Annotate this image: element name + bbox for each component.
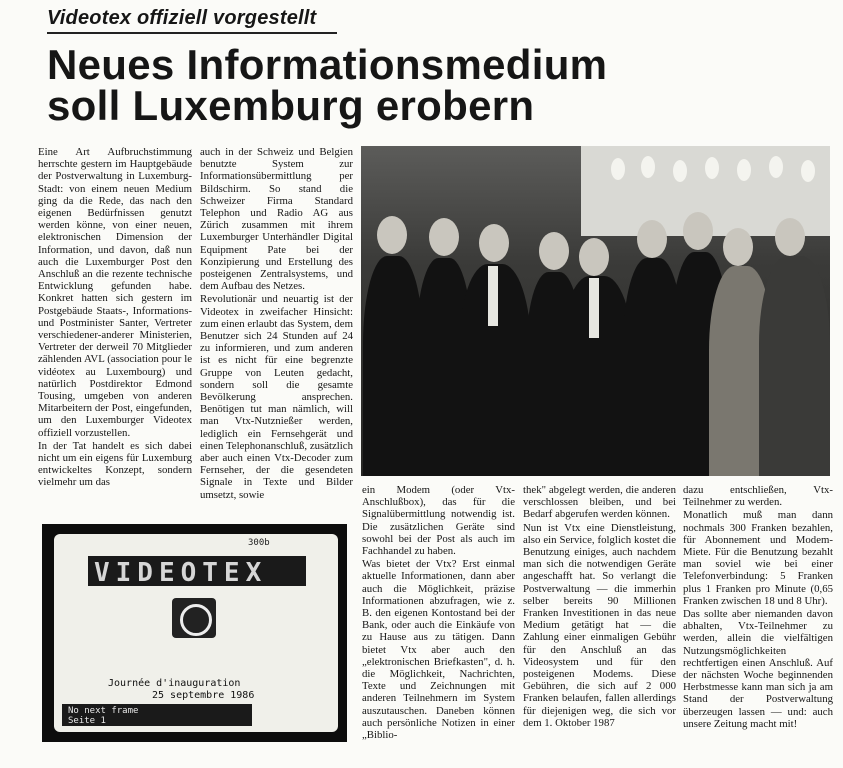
photo-person-head	[479, 224, 509, 262]
photo-person-head	[377, 216, 407, 254]
photo-wall-light	[641, 156, 655, 178]
paragraph: thek" abgelegt werden, die anderen verschlossen bleiben, und bei Bedarf abgerufen werden können.	[523, 484, 676, 521]
article-column-5	[683, 484, 833, 730]
videotex-status-line-1: No next frame	[68, 706, 139, 716]
article-column-1	[38, 146, 192, 489]
post-horn-logo-icon	[172, 598, 216, 638]
headline	[47, 41, 807, 129]
photo-wall-light	[801, 160, 815, 182]
photo-wall-light	[769, 156, 783, 178]
videotex-baud-rate: 300b	[248, 538, 270, 548]
paragraph: ein Modem (oder Vtx-Anschlußbox), das für die Signalübermittlung notwendig ist. Die zusätzlichen Geräte sind sowohl bei der Post als auch im Fachhandel zu haben.	[362, 484, 515, 558]
paragraph: Was bietet der Vtx? Erst einmal aktuelle Informationen, dann aber auch die Möglichkeit, präzise Informationen abzufragen, wie z. B. den eigenen Kontostand bei der Bank, oder auch die Einkäufe von zu Hause aus zu tätigen. Dann bietet Vtx aber auch den „elektronischen Briefkasten", d. h. die Möglichkeit, Nachrichten, Texte und Zeichnungen mit anderen Teilnehmern im System auszutauschen. Daneben können auch persönliche Notizen in einer „Biblio-	[362, 558, 515, 742]
paragraph: Revolutionär und neuartig ist der Videotex in zweifacher Hinsicht: zum einen erlaubt das System, dem Benutzer sich 24 Stunden auf 24 zu informieren, und zum anderen ist es nicht für eine begrenzte Gruppe von Leuten gedacht, sondern soll die gesamte Bevölkerung ansprechen. Benötigen tut man nämlich, will man Vtx-Nutznießer werden, lediglich ein Fernsehgerät und einen Telephonanschluß, zusätzlich aber auch einen Vtx-Decoder zum Fernseher, der die gesendeten Signale in Texte und Bilder umsetzt, sowie	[200, 293, 353, 501]
paragraph: dazu entschließen, Vtx-Teilnehmer zu werden.	[683, 484, 833, 509]
kicker: Videotex offiziell vorgestellt	[47, 7, 337, 34]
article-column-3	[362, 484, 515, 741]
paragraph: Nun ist Vtx eine Dienstleistung, also ein Service, folglich kostet die Benutzung einiges, auch nachdem man sich die notwendigen Geräte angeschafft hat. So verlangt die Postverwaltung — die immerhin selber bereits 90 Millionen Franken Investitionen in das neue Medium getätigt hat — die Zahlung einer einmaligen Gebühr für den Anschluß an das Videosystem und für den posteigenen Modems. Diese Gebühren, die sich auf 2 000 Franken belaufen, fallen allerdings für diejenigen weg, die sich vor dem 1. Oktober 1987	[523, 521, 676, 729]
photo-wall-light	[737, 159, 751, 181]
group-photo	[361, 146, 830, 476]
photo-wall-light	[611, 158, 625, 180]
videotex-title: VIDEOTEX	[94, 558, 268, 588]
paragraph: Das sollte aber niemanden davon abhalten, Vtx-Teilnehmer zu werden, allein die vielfältigen Nutzungsmöglichkeiten rechtfertigen einen Anschluß. Auf der nächsten Woche beginnenden Herbstmesse kann man sich ja am Stand der Postverwaltung überzeugen lassen — und: auch unsere Zeitung macht mit!	[683, 608, 833, 730]
photo-person	[759, 256, 830, 476]
paragraph: Monatlich muß man dann nochmals 300 Franken bezahlen, für Abonnement und Modem-Miete. Für die Benutzung bezahlt man soviel wie bei einer Telefonverbindung: 5 Franken plus 1 Franken pro Minute (0,65 Franken zwischen 18 und 8 Uhr).	[683, 509, 833, 607]
photo-person-shirt	[589, 278, 599, 338]
photo-wall-light	[673, 160, 687, 182]
article-column-2	[200, 146, 353, 501]
videotex-inauguration-text: Journée d'inauguration	[108, 678, 241, 689]
paragraph: auch in der Schweiz und Belgien benutzte System zur Informationsübermittlung per Bildschirm. So stand die Schweizer Firma Standard Telephon und Radio AG aus Zürich zusammen mit ihrem Luxemburger Unterhändler Digital Equipment Pate bei der Konzipierung und Erstellung des posteigenen Zentralsystems, und dem Aufbau des Netzes.	[200, 146, 353, 293]
photo-person-head	[723, 228, 753, 266]
paragraph: In der Tat handelt es sich dabei nicht um ein eigens für Luxemburg entwickeltes Konzept, sondern vielmehr um das	[38, 439, 192, 489]
videotex-screen-photo	[42, 524, 347, 742]
videotex-status-line-2: Seite 1	[68, 716, 106, 726]
photo-person-head	[429, 218, 459, 256]
paragraph: Eine Art Aufbruchstimmung herrschte gestern im Hauptgebäude der Postverwaltung in Luxemburg-Stadt: von einem neuen Medium ging da die Rede, das nach den eigenen Bedürfnissen genutzt werden könne, von einer neuen, elektronischen Dimension der Information, und davon, daß nun auch die Luxemburger Post den Anschluß an die rezente technische Entwicklung gefunden habe. Konkret hatten sich gestern im Postgebäude Staats-, Informations- und Postminister Santer, Vertreter verschiedener-anderer Ministerien, Vertreter der derweil 70 Mitglieder zählenden AVL (association pour le vidéotex au Luxembourg) und natürlich Postdirektor Edmond Tousing, umgeben von anderen Mitarbeitern der Post, eingefunden, um den Luxemburger Videotex offiziell vorzustellen.	[38, 146, 192, 439]
photo-person-head	[579, 238, 609, 276]
photo-person-head	[539, 232, 569, 270]
headline-line-2: soll Luxemburg erobern	[47, 82, 535, 129]
photo-person-head	[637, 220, 667, 258]
photo-person-head	[775, 218, 805, 256]
photo-person-head	[683, 212, 713, 250]
headline-line-1: Neues Informationsmedium	[47, 41, 608, 88]
article-column-4	[523, 484, 676, 729]
videotex-date-text: 25 septembre 1986	[152, 690, 255, 701]
photo-wall-light	[705, 157, 719, 179]
photo-person-shirt	[488, 266, 498, 326]
photo-person	[363, 256, 423, 476]
